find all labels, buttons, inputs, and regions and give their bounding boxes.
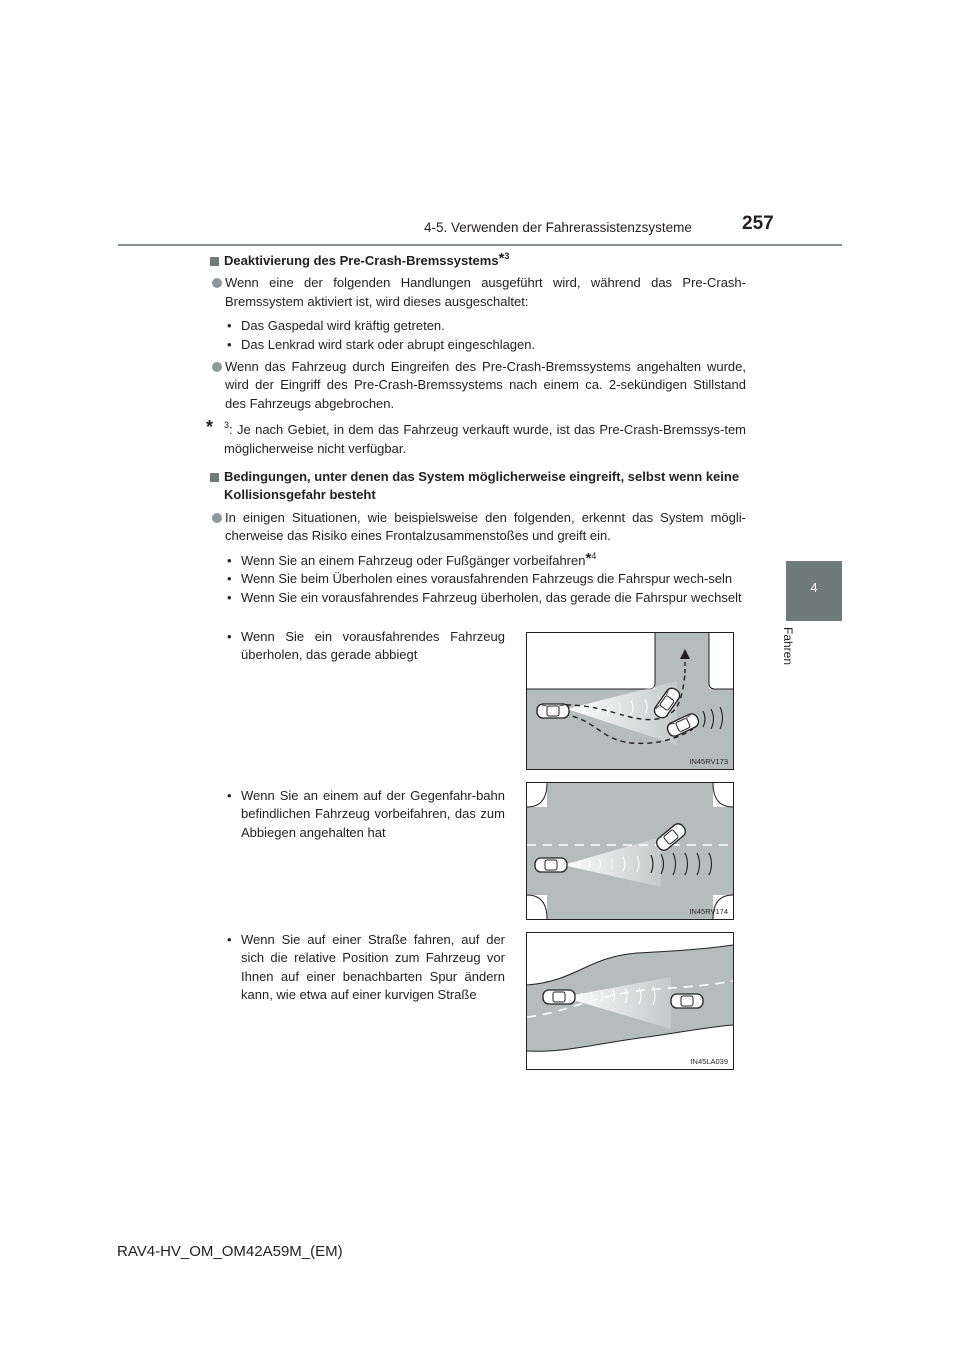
heading-text: Bedingungen, unter denen das System möglicherweise eingreift, selbst wenn keine Kollisionsgefahr besteht <box>224 469 740 503</box>
footnote-text: : Je nach Gebiet, in dem das Fahrzeug verkauft wurde, ist das Pre-Crash-Bremssys-tem möglicherweise nicht verfügbar. <box>224 422 746 456</box>
header-rule <box>118 244 842 246</box>
bullet-text: Wenn eine der folgenden Handlungen ausgeführt wird, während das Pre-Crash-Bremssystem aktiviert ist, wird dieses ausgeschaltet: <box>225 275 746 309</box>
footnote-star-icon: * <box>585 549 592 567</box>
sub-item-text: Wenn Sie beim Überholen eines vorausfahrenden Fahrzeugs die Fahrspur wech-seln <box>241 571 733 587</box>
bullet-text: In einigen Situationen, wie beispielsweise den folgenden, erkennt das System mögli-cherweise das Risiko eines Frontalzusammenstoßes und greift ein. <box>225 509 746 544</box>
heading-text: Deaktivierung des Pre-Crash-Bremssystems <box>224 253 499 268</box>
footnote <box>206 417 746 458</box>
sub-item-text: Wenn Sie an einem Fahrzeug oder Fußgänger vorbeifahren <box>241 552 586 568</box>
section-heading-deactivation <box>210 252 746 270</box>
footnote-ref: 4 <box>591 550 597 561</box>
sub-item-text: Wenn Sie ein vorausfahrendes Fahrzeug überholen, das gerade die Fahrspur wechselt <box>241 589 742 605</box>
square-bullet-icon <box>210 473 219 482</box>
sub-item: • Wenn Sie ein vorausfahrendes Fahrzeug überholen, das gerade die Fahrspur wechselt <box>227 589 742 605</box>
circle-bullet-icon <box>212 278 222 288</box>
figure-item-text: • Wenn Sie an einem auf der Gegenfahr-bahn befindlichen Fahrzeug vorbeifahren, das zum Abbiegen angehalten hat <box>227 788 505 840</box>
sub-item-text: Das Lenkrad wird stark oder abrupt eingeschlagen. <box>241 336 536 352</box>
figure-code: IN45RV174 <box>689 907 728 916</box>
illustration-turning-vehicle <box>526 632 734 770</box>
figure-code: IN45LA039 <box>690 1057 728 1066</box>
sub-item: • Wenn Sie beim Überholen eines vorausfahrenden Fahrzeugs die Fahrspur wech-seln <box>227 571 733 587</box>
circle-bullet-icon <box>212 362 222 372</box>
section-heading-conditions <box>210 468 746 505</box>
footnote-number: 3 <box>224 420 230 431</box>
chapter-tab[interactable] <box>786 561 842 621</box>
chapter-label-text: Fahren <box>781 627 795 666</box>
sub-item: • Wenn Sie an einem Fahrzeug oder Fußgänger vorbeifahren*$^4$ <box>227 549 597 568</box>
illustration-oncoming-vehicle <box>526 782 734 920</box>
main-content <box>206 250 746 607</box>
figure-code: IN45RV173 <box>689 757 728 766</box>
circle-bullet-icon <box>212 513 222 523</box>
footnote-star-icon: * <box>498 250 505 267</box>
page-number: 257 <box>742 213 774 234</box>
bullet-text: Wenn das Fahrzeug durch Eingreifen des Pre-Crash-Bremssystems angehalten wurde, wird der Eingriff des Pre-Crash-Bremssystems nach einem ca. 2-sekündigen Stillstand des Fahrzeugs abgebrochen. <box>225 359 746 411</box>
chapter-label <box>781 627 801 687</box>
bullet-item <box>210 274 746 311</box>
bullet-item <box>210 509 746 546</box>
bullet-item <box>210 358 746 413</box>
sub-item-text: Das Gaspedal wird kräftig getreten. <box>241 318 445 334</box>
illustration-curvy-road <box>526 932 734 1070</box>
section-title: 4-5. Verwenden der Fahrerassistenzsysteme <box>424 220 692 235</box>
square-bullet-icon <box>210 257 219 266</box>
document-code: RAV4-HV_OM_OM42A59M_(EM) <box>117 1243 343 1260</box>
footnote-ref: 3 <box>504 251 510 261</box>
sub-item: • Das Gaspedal wird kräftig getreten. <box>227 318 445 334</box>
chapter-number: 4 <box>810 580 818 595</box>
figure-item-text: • Wenn Sie auf einer Straße fahren, auf der sich die relative Position zum Fahrzeug vor Ihnen auf einer benachbarten Spur ändern kann, wie etwa auf einer kurvigen Straße <box>227 932 505 1003</box>
figure-item-text: • Wenn Sie ein vorausfahrendes Fahrzeug überholen, das gerade abbiegt <box>227 629 505 663</box>
footnote-star-icon: * <box>206 417 214 438</box>
sub-item: • Das Lenkrad wird stark oder abrupt eingeschlagen. <box>227 336 536 352</box>
